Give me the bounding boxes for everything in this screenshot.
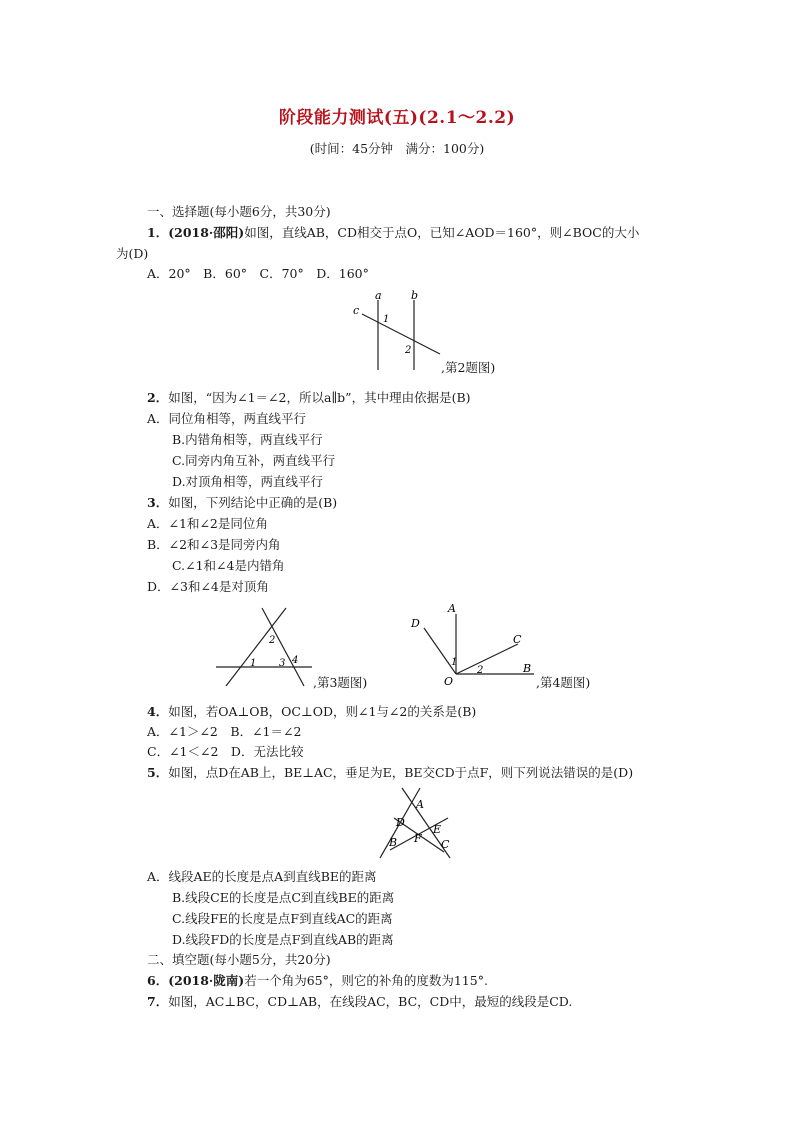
q4-options-ab: A．∠1＞∠2 B．∠1＝∠2: [147, 724, 302, 739]
q3-option-c: C.∠1和∠4是内错角: [172, 558, 285, 573]
fig3-label-2: 2: [269, 635, 276, 646]
fig4-label-1: 1: [451, 657, 458, 668]
question-4: [147, 704, 476, 720]
page-subtitle: (时间：45分钟 满分：100分): [309, 141, 485, 156]
fig4-caption: ,第4题图): [536, 675, 591, 690]
fig4-label-O: O: [444, 675, 454, 688]
q6-number: 6．: [147, 973, 169, 988]
q1-options: A．20° B．60° C．70° D．160°: [147, 266, 369, 281]
page-title: 阶段能力测试(五)(2.1～2.2): [278, 108, 516, 128]
q5-option-b: B.线段CE的长度是点C到直线BE的距离: [172, 890, 395, 905]
fig4-label-D: D: [411, 617, 420, 630]
q4-text: 如图，若OA⊥OB，OC⊥OD，则∠1与∠2的关系是(B): [168, 704, 477, 719]
fig4-label-A: A: [448, 602, 456, 615]
q2-option-b: B.内错角相等，两直线平行: [172, 432, 323, 447]
q5-option-c: C.线段FE的长度是点F到直线AC的距离: [172, 911, 393, 926]
fig5-label-D: D: [396, 816, 405, 829]
fig4-label-B: B: [523, 662, 532, 675]
fig5-label-A: A: [416, 798, 424, 811]
question-7: [147, 994, 572, 1010]
question-2: [147, 390, 471, 406]
fig5-label-E: E: [433, 823, 442, 836]
q3-number: 3．: [147, 495, 169, 510]
section1-heading: 一、选择题(每小题6分，共30分): [147, 204, 331, 219]
q3-option-a: A．∠1和∠2是同位角: [147, 516, 268, 531]
figure-3: [214, 606, 316, 688]
q1-number: 1．: [147, 225, 169, 240]
question-1: [147, 225, 639, 241]
figure-5: [372, 784, 456, 864]
q5-number: 5．: [147, 765, 169, 780]
fig5-label-C: C: [441, 838, 450, 851]
q6-text: 若一个角为65°，则它的补角的度数为115°.: [244, 973, 488, 988]
fig2-label-1: 1: [383, 314, 390, 325]
q2-text: 如图，“因为∠1＝∠2，所以a∥b”，其中理由依据是(B): [168, 390, 471, 405]
q5-option-a: A．线段AE的长度是点A到直线BE的距离: [147, 869, 377, 884]
question-6: [147, 973, 488, 989]
q4-options-cd: C．∠1＜∠2 D．无法比较: [147, 744, 304, 759]
q1-text: 如图，直线AB，CD相交于点O，已知∠AOD＝160°，则∠BOC的大小: [244, 225, 640, 240]
fig2-label-b: b: [411, 289, 419, 302]
fig3-caption: ,第3题图): [313, 675, 368, 690]
fig2-label-c: c: [353, 304, 360, 317]
q5-option-d: D.线段FD的长度是点F到直线AB的距离: [172, 932, 394, 947]
q2-option-a: A．同位角相等，两直线平行: [147, 411, 307, 426]
q1-source: (2018·邵阳): [168, 225, 245, 240]
q3-option-b: B．∠2和∠3是同旁内角: [147, 537, 281, 552]
fig4-label-2: 2: [477, 665, 484, 676]
fig5-label-B: B: [389, 836, 398, 849]
q2-option-d: D.对顶角相等，两直线平行: [172, 474, 324, 489]
fig3-label-1: 1: [250, 658, 257, 669]
question-5: [147, 765, 633, 781]
q4-number: 4．: [147, 704, 169, 719]
question-3: [147, 495, 337, 511]
q3-text: 如图，下列结论中正确的是(B): [168, 495, 338, 510]
fig4-label-C: C: [513, 633, 522, 646]
q6-source: (2018·陇南): [168, 973, 245, 988]
q3-option-d: D．∠3和∠4是对顶角: [147, 579, 269, 594]
fig2-label-2: 2: [405, 345, 412, 356]
figure-4: [404, 600, 540, 690]
fig3-label-4: 4: [292, 655, 299, 666]
fig5-label-F: F: [414, 832, 422, 845]
figure-2: [348, 288, 448, 372]
q1-text-cont: 为(D): [116, 246, 149, 261]
q5-text: 如图，点D在AB上，BE⊥AC，垂足为E，BE交CD于点F，则下列说法错误的是(D): [168, 765, 634, 780]
fig2-caption: ,第2题图): [441, 360, 496, 375]
q2-option-c: C.同旁内角互补，两直线平行: [172, 453, 336, 468]
section2-heading: 二、填空题(每小题5分，共20分): [147, 952, 331, 967]
fig3-label-3: 3: [279, 658, 286, 669]
q7-text: 如图，AC⊥BC，CD⊥AB，在线段AC，BC，CD中，最短的线段是CD.: [168, 994, 573, 1009]
q2-number: 2．: [147, 390, 169, 405]
q7-number: 7．: [147, 994, 169, 1009]
fig2-label-a: a: [375, 289, 382, 302]
